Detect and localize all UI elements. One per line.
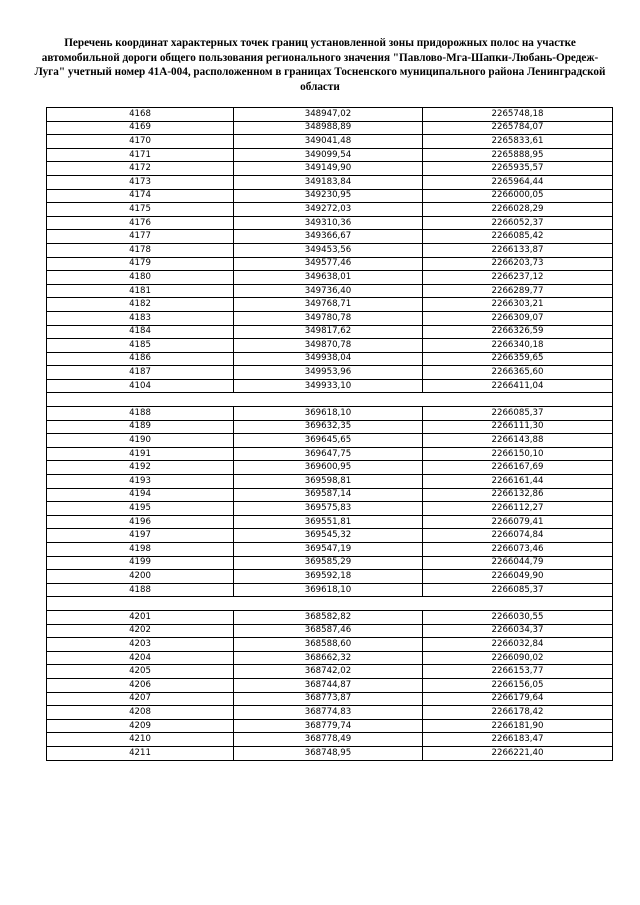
x-coordinate-cell: 349817,62 [234, 325, 423, 339]
table-row [47, 243, 613, 257]
x-coordinate-cell: 368748,95 [234, 746, 423, 760]
table-row [47, 706, 613, 720]
y-coordinate-cell: 2266074,84 [423, 529, 613, 543]
x-coordinate-cell: 349041,48 [234, 135, 423, 149]
x-coordinate-cell: 369645,65 [234, 434, 423, 448]
x-coordinate-cell: 369647,75 [234, 447, 423, 461]
x-coordinate-cell: 368588,60 [234, 638, 423, 652]
y-coordinate-cell: 2266143,88 [423, 434, 613, 448]
x-coordinate-cell: 349736,40 [234, 284, 423, 298]
table-row [47, 284, 613, 298]
point-number-cell: 4104 [47, 379, 234, 393]
table-row [47, 420, 613, 434]
x-coordinate-cell: 349938,04 [234, 352, 423, 366]
table-row [47, 352, 613, 366]
y-coordinate-cell: 2266028,29 [423, 203, 613, 217]
point-number-cell: 4201 [47, 610, 234, 624]
table-row [47, 216, 613, 230]
point-number-cell: 4192 [47, 461, 234, 475]
point-number-cell: 4188 [47, 583, 234, 597]
table-row [47, 665, 613, 679]
point-number-cell: 4194 [47, 488, 234, 502]
y-coordinate-cell: 2266365,60 [423, 366, 613, 380]
table-row [47, 271, 613, 285]
point-number-cell: 4187 [47, 366, 234, 380]
table-row [47, 475, 613, 489]
point-number-cell: 4211 [47, 746, 234, 760]
y-coordinate-cell: 2265833,61 [423, 135, 613, 149]
table-row [47, 434, 613, 448]
point-number-cell: 4179 [47, 257, 234, 271]
x-coordinate-cell: 369575,83 [234, 502, 423, 516]
table-row [47, 189, 613, 203]
table-row [47, 108, 613, 122]
y-coordinate-cell: 2266044,79 [423, 556, 613, 570]
y-coordinate-cell: 2266000,05 [423, 189, 613, 203]
coordinates-table [46, 107, 613, 761]
table-row [47, 543, 613, 557]
x-coordinate-cell: 349366,67 [234, 230, 423, 244]
x-coordinate-cell: 369618,10 [234, 407, 423, 421]
table-row [47, 651, 613, 665]
table-row [47, 366, 613, 380]
y-coordinate-cell: 2266340,18 [423, 339, 613, 353]
point-number-cell: 4199 [47, 556, 234, 570]
y-coordinate-cell: 2266161,44 [423, 475, 613, 489]
y-coordinate-cell: 2266073,46 [423, 543, 613, 557]
point-number-cell: 4170 [47, 135, 234, 149]
table-row [47, 638, 613, 652]
document-title: Перечень координат характерных точек границ установленной зоны придорожных полос на участке автомобильной дороги общего пользования регионального значения "Павлово-Мга-Шапки-Любань-Оредеж-Луга" учетный номер 41А-004, расположенном в границах Тосненского муниципального района Ленинградской области [34, 37, 606, 93]
table-row [47, 529, 613, 543]
x-coordinate-cell: 368744,87 [234, 678, 423, 692]
point-number-cell: 4193 [47, 475, 234, 489]
separator-cell [47, 597, 613, 611]
x-coordinate-cell: 368778,49 [234, 733, 423, 747]
point-number-cell: 4203 [47, 638, 234, 652]
y-coordinate-cell: 2266034,37 [423, 624, 613, 638]
x-coordinate-cell: 349933,10 [234, 379, 423, 393]
y-coordinate-cell: 2266085,37 [423, 583, 613, 597]
y-coordinate-cell: 2266052,37 [423, 216, 613, 230]
y-coordinate-cell: 2266359,65 [423, 352, 613, 366]
table-separator-row [47, 393, 613, 407]
y-coordinate-cell: 2266085,42 [423, 230, 613, 244]
table-separator-row [47, 597, 613, 611]
table-row [47, 488, 613, 502]
table-row [47, 298, 613, 312]
y-coordinate-cell: 2266289,77 [423, 284, 613, 298]
x-coordinate-cell: 369598,81 [234, 475, 423, 489]
y-coordinate-cell: 2266326,59 [423, 325, 613, 339]
table-row [47, 311, 613, 325]
y-coordinate-cell: 2266111,30 [423, 420, 613, 434]
y-coordinate-cell: 2266411,04 [423, 379, 613, 393]
y-coordinate-cell: 2265964,44 [423, 175, 613, 189]
point-number-cell: 4202 [47, 624, 234, 638]
y-coordinate-cell: 2266112,27 [423, 502, 613, 516]
y-coordinate-cell: 2266178,42 [423, 706, 613, 720]
separator-cell [47, 393, 613, 407]
table-row [47, 733, 613, 747]
y-coordinate-cell: 2266133,87 [423, 243, 613, 257]
point-number-cell: 4189 [47, 420, 234, 434]
x-coordinate-cell: 369551,81 [234, 515, 423, 529]
point-number-cell: 4172 [47, 162, 234, 176]
x-coordinate-cell: 369587,14 [234, 488, 423, 502]
point-number-cell: 4184 [47, 325, 234, 339]
table-row [47, 746, 613, 760]
y-coordinate-cell: 2266090,02 [423, 651, 613, 665]
table-row [47, 692, 613, 706]
point-number-cell: 4169 [47, 121, 234, 135]
y-coordinate-cell: 2266156,05 [423, 678, 613, 692]
point-number-cell: 4175 [47, 203, 234, 217]
y-coordinate-cell: 2266181,90 [423, 719, 613, 733]
y-coordinate-cell: 2266303,21 [423, 298, 613, 312]
x-coordinate-cell: 368582,82 [234, 610, 423, 624]
x-coordinate-cell: 369547,19 [234, 543, 423, 557]
y-coordinate-cell: 2266237,12 [423, 271, 613, 285]
table-row [47, 583, 613, 597]
point-number-cell: 4190 [47, 434, 234, 448]
table-row [47, 678, 613, 692]
point-number-cell: 4181 [47, 284, 234, 298]
x-coordinate-cell: 369545,32 [234, 529, 423, 543]
table-row [47, 162, 613, 176]
table-row [47, 461, 613, 475]
point-number-cell: 4207 [47, 692, 234, 706]
point-number-cell: 4171 [47, 148, 234, 162]
y-coordinate-cell: 2266150,10 [423, 447, 613, 461]
table-row [47, 203, 613, 217]
point-number-cell: 4186 [47, 352, 234, 366]
x-coordinate-cell: 368742,02 [234, 665, 423, 679]
point-number-cell: 4195 [47, 502, 234, 516]
table-row [47, 624, 613, 638]
point-number-cell: 4205 [47, 665, 234, 679]
table-row [47, 148, 613, 162]
x-coordinate-cell: 349870,78 [234, 339, 423, 353]
point-number-cell: 4200 [47, 570, 234, 584]
x-coordinate-cell: 369600,95 [234, 461, 423, 475]
y-coordinate-cell: 2266153,77 [423, 665, 613, 679]
x-coordinate-cell: 349183,84 [234, 175, 423, 189]
y-coordinate-cell: 2265888,95 [423, 148, 613, 162]
x-coordinate-cell: 369592,18 [234, 570, 423, 584]
y-coordinate-cell: 2265784,07 [423, 121, 613, 135]
x-coordinate-cell: 368662,32 [234, 651, 423, 665]
x-coordinate-cell: 349577,46 [234, 257, 423, 271]
table-row [47, 556, 613, 570]
y-coordinate-cell: 2266221,40 [423, 746, 613, 760]
point-number-cell: 4183 [47, 311, 234, 325]
x-coordinate-cell: 369632,35 [234, 420, 423, 434]
x-coordinate-cell: 349230,95 [234, 189, 423, 203]
table-row [47, 257, 613, 271]
table-row [47, 447, 613, 461]
x-coordinate-cell: 349453,56 [234, 243, 423, 257]
point-number-cell: 4206 [47, 678, 234, 692]
point-number-cell: 4168 [47, 108, 234, 122]
table-row [47, 515, 613, 529]
point-number-cell: 4197 [47, 529, 234, 543]
point-number-cell: 4191 [47, 447, 234, 461]
table-row [47, 407, 613, 421]
table-row [47, 121, 613, 135]
table-row [47, 502, 613, 516]
table-row [47, 379, 613, 393]
y-coordinate-cell: 2266183,47 [423, 733, 613, 747]
x-coordinate-cell: 348988,89 [234, 121, 423, 135]
y-coordinate-cell: 2266085,37 [423, 407, 613, 421]
x-coordinate-cell: 349272,03 [234, 203, 423, 217]
y-coordinate-cell: 2265748,18 [423, 108, 613, 122]
point-number-cell: 4185 [47, 339, 234, 353]
x-coordinate-cell: 349638,01 [234, 271, 423, 285]
x-coordinate-cell: 348947,02 [234, 108, 423, 122]
x-coordinate-cell: 349310,36 [234, 216, 423, 230]
point-number-cell: 4204 [47, 651, 234, 665]
y-coordinate-cell: 2266079,41 [423, 515, 613, 529]
coordinates-table-body [47, 108, 613, 761]
y-coordinate-cell: 2265935,57 [423, 162, 613, 176]
y-coordinate-cell: 2266309,07 [423, 311, 613, 325]
y-coordinate-cell: 2266179,64 [423, 692, 613, 706]
point-number-cell: 4180 [47, 271, 234, 285]
point-number-cell: 4176 [47, 216, 234, 230]
table-row [47, 610, 613, 624]
point-number-cell: 4196 [47, 515, 234, 529]
y-coordinate-cell: 2266132,86 [423, 488, 613, 502]
point-number-cell: 4182 [47, 298, 234, 312]
x-coordinate-cell: 368779,74 [234, 719, 423, 733]
table-row [47, 230, 613, 244]
y-coordinate-cell: 2266032,84 [423, 638, 613, 652]
x-coordinate-cell: 349149,90 [234, 162, 423, 176]
table-row [47, 325, 613, 339]
y-coordinate-cell: 2266203,73 [423, 257, 613, 271]
x-coordinate-cell: 369585,29 [234, 556, 423, 570]
point-number-cell: 4177 [47, 230, 234, 244]
x-coordinate-cell: 369618,10 [234, 583, 423, 597]
y-coordinate-cell: 2266030,55 [423, 610, 613, 624]
x-coordinate-cell: 349780,78 [234, 311, 423, 325]
x-coordinate-cell: 349953,96 [234, 366, 423, 380]
point-number-cell: 4188 [47, 407, 234, 421]
point-number-cell: 4209 [47, 719, 234, 733]
table-row [47, 339, 613, 353]
y-coordinate-cell: 2266049,90 [423, 570, 613, 584]
x-coordinate-cell: 349099,54 [234, 148, 423, 162]
x-coordinate-cell: 368774,83 [234, 706, 423, 720]
table-row [47, 175, 613, 189]
x-coordinate-cell: 368587,46 [234, 624, 423, 638]
point-number-cell: 4208 [47, 706, 234, 720]
x-coordinate-cell: 368773,87 [234, 692, 423, 706]
point-number-cell: 4210 [47, 733, 234, 747]
table-row [47, 570, 613, 584]
point-number-cell: 4173 [47, 175, 234, 189]
point-number-cell: 4178 [47, 243, 234, 257]
point-number-cell: 4174 [47, 189, 234, 203]
table-row [47, 719, 613, 733]
y-coordinate-cell: 2266167,69 [423, 461, 613, 475]
x-coordinate-cell: 349768,71 [234, 298, 423, 312]
point-number-cell: 4198 [47, 543, 234, 557]
table-row [47, 135, 613, 149]
